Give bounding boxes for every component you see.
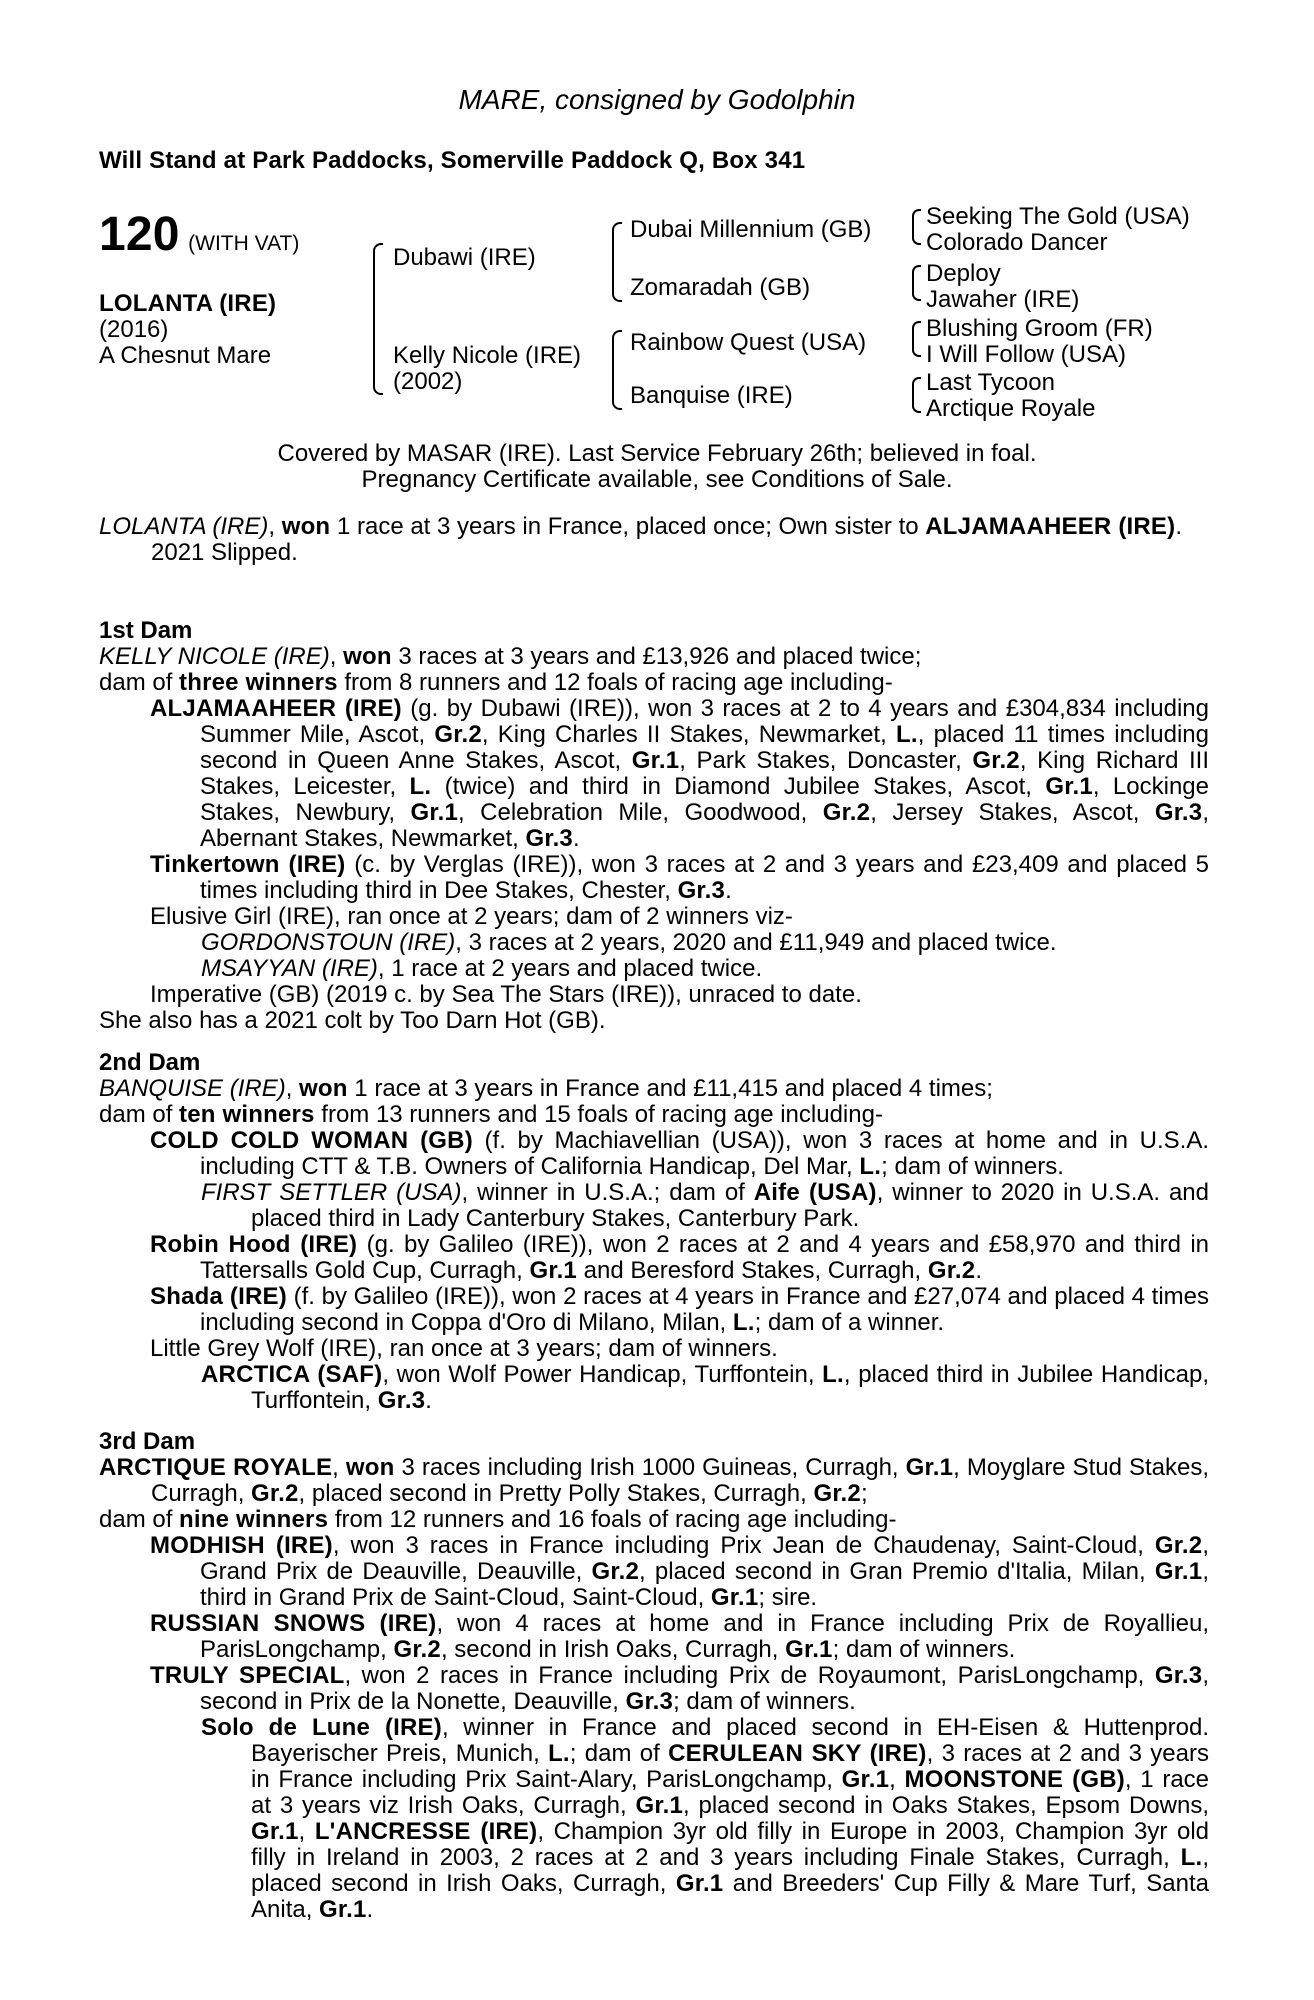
third-dam-comma: , <box>332 1454 346 1481</box>
progeny-text: , winner in France and placed second in EH-Eisen & Huttenprod. Bayerischer Preis, Munich, <box>251 1714 1209 1767</box>
progeny-text: . <box>725 877 732 904</box>
progeny-text: ; dam of winners. <box>832 1636 1016 1663</box>
first-dam-name: KELLY NICOLE (IRE) <box>99 643 330 670</box>
progeny-winner: L'ANCRESSE (IRE) <box>314 1818 538 1845</box>
progeny-text: , winner in U.S.A.; dam of <box>461 1179 754 1206</box>
horse-description: A Chesnut Mare <box>99 342 272 369</box>
pedigree-sire: Dubawi (IRE) <box>393 244 536 271</box>
progeny-text: , placed second in Oaks Stakes, Epsom Downs, <box>683 1792 1209 1819</box>
lot-number-block <box>99 207 299 262</box>
progeny-winner: Aife (USA) <box>753 1179 877 1206</box>
progeny-text: , Lockinge Stakes, Newbury, <box>200 773 1210 826</box>
pedigree-g7: Last Tycoon <box>926 369 1055 396</box>
list-item: Elusive Girl (IRE), ran once at 2 years; dam of 2 winners viz- <box>150 903 793 930</box>
progeny-text: (twice) and third in Diamond Jubilee Stakes, Ascot, <box>431 773 1046 800</box>
list-item <box>99 1611 1209 1663</box>
second-dam-line-2 <box>99 1102 1209 1128</box>
progeny-name: COLD COLD WOMAN (GB) <box>150 1127 473 1154</box>
grade: Gr.1 <box>251 1818 299 1845</box>
pedigree-brace-g3 <box>912 321 921 357</box>
grade: Gr.1 <box>529 1257 577 1284</box>
pedigree-dam: Kelly Nicole (IRE) <box>393 342 582 369</box>
grade: Gr.1 <box>785 1636 833 1663</box>
first-dam-section <box>99 618 1209 1034</box>
grade: Gr.1 <box>410 799 459 826</box>
progeny-text: and Beresford Stakes, Curragh, <box>576 1257 928 1284</box>
second-dam-record: 1 race at 3 years in France and £11,415 and placed 4 times; <box>347 1075 993 1102</box>
pedigree-g1: Seeking The Gold (USA) <box>926 203 1190 230</box>
progeny-text: , won 4 races at home and in France including Prix de Royallieu, ParisLongchamp, <box>200 1610 1209 1663</box>
progeny-text: , Grand Prix de Deauville, Deauville, <box>200 1532 1209 1585</box>
progeny-name: FIRST SETTLER (USA) <box>201 1179 462 1206</box>
grade: Gr.3 <box>377 1387 426 1414</box>
progeny-text: ; dam of a winner. <box>754 1309 945 1336</box>
progeny-text: ; sire. <box>758 1584 818 1611</box>
list-item <box>99 930 1209 956</box>
progeny-text: . <box>366 1896 374 1923</box>
pedigree-g6: I Will Follow (USA) <box>926 341 1127 368</box>
pedigree-brace-g1 <box>912 209 921 245</box>
progeny-text: , won 2 races in France including Prix de Royaumont, ParisLongchamp, <box>344 1662 1155 1689</box>
first-dam-line-2 <box>99 670 1209 696</box>
intro-won: won <box>281 513 331 540</box>
list-item <box>99 852 1209 904</box>
second-dam-name: BANQUISE (IRE) <box>99 1075 286 1102</box>
first-dam-footer: She also has a 2021 colt by Too Darn Hot (GB). <box>99 1007 606 1034</box>
grade: Gr.1 <box>319 1896 367 1923</box>
progeny-text: , 3 races at 2 and 3 years in France including Prix Saint-Alary, ParisLongchamp, <box>251 1740 1209 1793</box>
progeny-text: , winner to 2020 in U.S.A. and placed third in Lady Canterbury Stakes, Canterbury Park. <box>251 1179 1210 1232</box>
grade: Gr.1 <box>905 1454 954 1481</box>
intro-end: . <box>1175 513 1182 540</box>
list-item <box>99 956 1209 982</box>
progeny-text: , Park Stakes, Doncaster, <box>679 747 973 774</box>
grade: L. <box>409 773 432 800</box>
grade: Gr.1 <box>631 747 680 774</box>
grade: L. <box>548 1740 570 1767</box>
grade: L. <box>859 1153 882 1180</box>
progeny-name: RUSSIAN SNOWS (IRE) <box>150 1610 437 1637</box>
grade: L. <box>732 1309 755 1336</box>
pedigree-brace-g2 <box>912 265 921 301</box>
grade: L. <box>1180 1844 1203 1871</box>
progeny-name: Robin Hood (IRE) <box>150 1231 358 1258</box>
progeny-text: , second in Prix de la Nonette, Deauville, <box>200 1662 1210 1715</box>
grade: Gr.2 <box>927 1257 976 1284</box>
list-item: Imperative (GB) (2019 c. by Sea The Stars (IRE)), unraced to date. <box>150 981 862 1008</box>
second-dam-line-1: BANQUISE (IRE), won 1 race at 3 years in France and £11,415 and placed 4 times; <box>99 1075 993 1102</box>
pedigree-brace-main <box>373 243 383 395</box>
list-item <box>99 1663 1209 1715</box>
grade: L. <box>896 721 918 748</box>
third-dam-runners: from 12 runners and 16 foals of racing age including- <box>328 1506 897 1533</box>
progeny-name: GORDONSTOUN (IRE) <box>201 929 456 956</box>
second-dam-winners: ten winners <box>179 1101 315 1128</box>
second-dam-runners: from 13 runners and 15 foals of racing age including- <box>314 1101 883 1128</box>
grade: Gr.1 <box>675 1870 724 1897</box>
grade: Gr.3 <box>677 877 726 904</box>
pedigree-g5: Blushing Groom (FR) <box>926 315 1153 342</box>
progeny-name: MSAYYAN (IRE) <box>201 955 378 982</box>
progeny-text: , won Wolf Power Handicap, Turffontein, <box>382 1361 823 1388</box>
pedigree-sire-sire: Dubai Millennium (GB) <box>630 216 872 243</box>
pedigree-brace-sire <box>612 222 622 302</box>
second-dam-section <box>99 1050 1209 1414</box>
pedigree-g8: Arctique Royale <box>926 395 1096 422</box>
first-dam-heading: 1st Dam <box>99 617 193 644</box>
intro-sister: ALJAMAAHEER (IRE) <box>925 513 1176 540</box>
progeny-name: Tinkertown (IRE) <box>150 851 346 878</box>
progeny-name: TRULY SPECIAL <box>150 1662 345 1689</box>
covered-line-2: Pregnancy Certificate available, see Conditions of Sale. <box>361 466 953 493</box>
grade: Gr.3 <box>525 825 573 852</box>
progeny-text: ; dam of winners. <box>881 1153 1064 1180</box>
progeny-text: , second in Irish Oaks, Curragh, <box>440 1636 786 1663</box>
progeny-winner: MOONSTONE (GB) <box>904 1766 1125 1793</box>
grade: Gr.1 <box>710 1584 759 1611</box>
progeny-text: . <box>425 1387 432 1414</box>
pedigree-dam-sire: Rainbow Quest (USA) <box>630 329 867 356</box>
first-dam-line-1: KELLY NICOLE (IRE), won 3 races at 3 years and £13,926 and placed twice; <box>99 643 922 670</box>
progeny-text: and Breeders' Cup Filly & Mare Turf, Santa Anita, <box>251 1870 1210 1923</box>
stand-location: Will Stand at Park Paddocks, Somerville Paddock Q, Box 341 <box>99 147 806 174</box>
list-item <box>99 1533 1209 1611</box>
progeny-text: , King Richard III Stakes, Leicester, <box>200 747 1210 800</box>
progeny-text: , Celebration Mile, Goodwood, <box>458 799 823 826</box>
progeny-text: ; dam of winners. <box>673 1688 856 1715</box>
grade: Gr.1 <box>1045 773 1093 800</box>
list-item <box>99 1128 1209 1180</box>
third-dam-section <box>99 1429 1209 1923</box>
grade: Gr.2 <box>434 721 482 748</box>
second-dam-heading: 2nd Dam <box>99 1049 201 1076</box>
progeny-name: Shada (IRE) <box>150 1283 287 1310</box>
pedigree-g4: Jawaher (IRE) <box>926 286 1080 313</box>
grade: Gr.2 <box>591 1558 640 1585</box>
progeny-text: , 1 race at 2 years and placed twice. <box>377 955 763 982</box>
intro-text: LOLANTA (IRE), won 1 race at 3 years in France, placed once; Own sister to ALJAMAAHEER (IRE). <box>99 513 1182 540</box>
first-dam-winners: three winners <box>179 669 338 696</box>
list-item <box>99 1362 1209 1414</box>
grade: Gr.2 <box>1154 1532 1203 1559</box>
grade: Gr.3 <box>1154 799 1203 826</box>
third-dam-record: ; <box>860 1480 868 1507</box>
third-dam-dam-of: dam of <box>99 1506 180 1533</box>
vat-label: (WITH VAT) <box>188 232 300 255</box>
progeny-text: , <box>889 1766 905 1793</box>
progeny-text: , Abernant Stakes, Newmarket, <box>200 799 1209 852</box>
progeny-text: , third in Grand Prix de Saint-Cloud, Saint-Cloud, <box>200 1558 1209 1611</box>
third-dam-heading: 3rd Dam <box>99 1428 196 1455</box>
list-item <box>99 1232 1209 1284</box>
lot-number: 120 <box>99 208 180 261</box>
grade: Gr.3 <box>1154 1662 1203 1689</box>
list-item <box>99 1284 1209 1336</box>
covered-line-1: Covered by MASAR (IRE). Last Service February 26th; believed in foal. <box>277 440 1037 467</box>
third-dam-winners: nine winners <box>179 1506 329 1533</box>
list-item <box>99 696 1209 852</box>
grade: Gr.2 <box>822 799 871 826</box>
grade: L. <box>822 1361 844 1388</box>
first-dam-record: 3 races at 3 years and £13,926 and placed twice; <box>391 643 922 670</box>
grade: Gr.2 <box>813 1480 861 1507</box>
pedigree-g3: Deploy <box>926 260 1001 287</box>
progeny-text: , placed 11 times including second in Queen Anne Stakes, Ascot, <box>200 721 1209 774</box>
progeny-text: (g. by Galileo (IRE)), won 2 races at 2 and 4 years and £58,970 and third in Tattersalls Gold Cup, Curragh, <box>200 1231 1209 1284</box>
progeny-text: , <box>298 1818 315 1845</box>
second-dam-won: won <box>299 1075 348 1102</box>
intro-slipped: 2021 Slipped. <box>151 539 298 566</box>
third-dam-record: , Moyglare Stud Stakes, Curragh, <box>151 1454 1209 1507</box>
progeny-winner: CERULEAN SKY (IRE) <box>668 1740 927 1767</box>
progeny-text: , placed second in Gran Premio d'Italia, Milan, <box>639 1558 1155 1585</box>
progeny-text: , Jersey Stakes, Ascot, <box>870 799 1155 826</box>
progeny-name: Solo de Lune (IRE) <box>201 1714 442 1741</box>
intro-name: LOLANTA (IRE) <box>99 513 269 540</box>
list-item: Little Grey Wolf (IRE), ran once at 3 years; dam of winners. <box>150 1335 778 1362</box>
third-dam-record: 3 races including Irish 1000 Guineas, Curragh, <box>394 1454 906 1481</box>
grade: Gr.1 <box>841 1766 890 1793</box>
pedigree-brace-dam <box>612 330 622 410</box>
progeny-text: (c. by Verglas (IRE)), won 3 races at 2 and 3 years and £23,409 and placed 5 times including third in Dee Stakes, Chester, <box>200 851 1209 904</box>
progeny-text: , King Charles II Stakes, Newmarket, <box>481 721 896 748</box>
pedigree-sire-dam: Zomaradah (GB) <box>630 274 811 301</box>
progeny-text: , placed second in Irish Oaks, Curragh, <box>251 1844 1209 1897</box>
first-dam-won: won <box>343 643 392 670</box>
progeny-name: MODHISH (IRE) <box>150 1532 333 1559</box>
pedigree-g2: Colorado Dancer <box>926 229 1108 256</box>
progeny-text: , won 3 races in France including Prix Jean de Chaudenay, Saint-Cloud, <box>332 1532 1155 1559</box>
list-item <box>99 1715 1209 1923</box>
progeny-text: . <box>975 1257 983 1284</box>
progeny-text: (g. by Dubawi (IRE)), won 3 races at 2 to 4 years and £304,834 including Summer Mile, Ascot, <box>200 695 1209 748</box>
progeny-text: , 1 race at 3 years viz Irish Oaks, Curragh, <box>251 1766 1210 1819</box>
grade: Gr.1 <box>635 1792 684 1819</box>
first-dam-runners: from 8 runners and 12 foals of racing age including- <box>337 669 893 696</box>
first-dam-dam-of: dam of <box>99 669 180 696</box>
list-item <box>99 1180 1209 1232</box>
pedigree-dam-year: (2002) <box>393 368 463 395</box>
third-dam-line-2 <box>99 1507 1209 1533</box>
progeny-text: ; dam of <box>569 1740 669 1767</box>
progeny-text: , Champion 3yr old filly in Europe in 2003, Champion 3yr old filly in Ireland in 2003, 2 races at 2 and 3 years including Finale Stakes, Curragh, <box>251 1818 1210 1871</box>
intro-section <box>99 514 1209 566</box>
third-dam-won: won <box>345 1454 395 1481</box>
third-dam-line-1 <box>99 1455 1209 1507</box>
page-title: MARE, consigned by Godolphin <box>458 84 856 115</box>
progeny-name: ALJAMAAHEER (IRE) <box>150 695 402 722</box>
progeny-text: , placed third in Jubilee Handicap, Turffontein, <box>251 1361 1209 1414</box>
second-dam-dam-of: dam of <box>99 1101 180 1128</box>
grade: Gr.3 <box>625 1688 674 1715</box>
grade: Gr.2 <box>393 1636 441 1663</box>
progeny-text: (f. by Galileo (IRE)), won 2 races at 4 years in France and £27,074 and placed 4 times including second in Coppa d'Oro di Milano, Milan, <box>200 1283 1209 1336</box>
horse-year: (2016) <box>99 316 169 343</box>
grade: Gr.2 <box>251 1480 299 1507</box>
pedigree-dam-dam: Banquise (IRE) <box>630 382 793 409</box>
progeny-text: . <box>572 825 580 852</box>
grade: Gr.1 <box>1154 1558 1203 1585</box>
intro-body: 1 race at 3 years in France, placed once; Own sister to <box>330 513 926 540</box>
progeny-name: ARCTICA (SAF) <box>201 1361 383 1388</box>
pedigree-brace-g4 <box>912 377 921 413</box>
progeny-text: , 3 races at 2 years, 2020 and £11,949 and placed twice. <box>455 929 1057 956</box>
grade: Gr.2 <box>972 747 1020 774</box>
horse-name: LOLANTA (IRE) <box>99 290 277 317</box>
third-dam-name: ARCTIQUE ROYALE <box>99 1454 333 1481</box>
progeny-text: (f. by Machiavellian (USA)), won 3 races at home and in U.S.A. including CTT & T.B. Owners of California Handicap, Del Mar, <box>200 1127 1209 1180</box>
third-dam-record: , placed second in Pretty Polly Stakes, Curragh, <box>298 1480 814 1507</box>
